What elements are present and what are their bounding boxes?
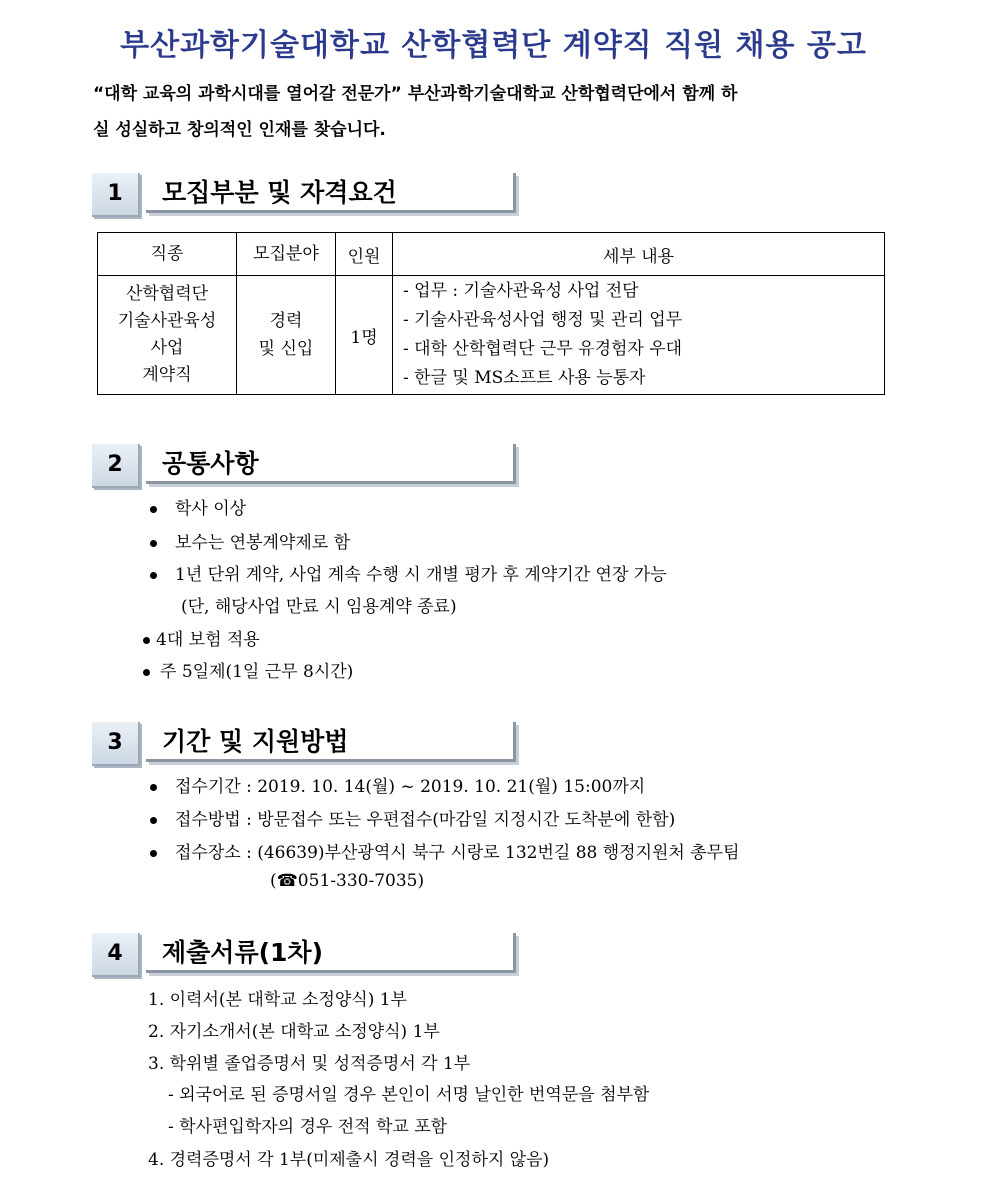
bullet-icon	[143, 669, 150, 676]
bullet-icon	[143, 637, 150, 644]
list-item-text: 학사 이상	[175, 499, 247, 519]
section-number: 3	[92, 722, 140, 766]
section-title: 모집부분 및 자격요건	[146, 173, 516, 213]
list-item	[150, 772, 645, 797]
section-2-header	[92, 444, 522, 490]
list-item	[150, 560, 667, 585]
bullet-icon	[150, 784, 157, 791]
list-item: 2. 자기소개서(본 대학교 소정양식) 1부	[148, 1022, 440, 1042]
table-row	[98, 276, 885, 395]
bullet-icon	[150, 850, 157, 857]
field-cell	[237, 276, 336, 395]
list-item-text: 보수는 연봉계약제로 함	[175, 533, 351, 553]
section-number: 4	[92, 933, 140, 977]
detail-line: - 대학 산학협력단 근무 유경험자 우대	[403, 339, 683, 359]
list-item-sub: - 외국어로 된 증명서일 경우 본인이 서명 날인한 번역문을 첨부함	[168, 1085, 650, 1105]
intro-text	[93, 76, 893, 148]
bullet-icon	[150, 540, 157, 547]
job-line: 계약직	[142, 365, 192, 385]
list-item	[143, 625, 260, 650]
list-item-text: 주 5일제(1일 근무 8시간)	[160, 662, 354, 682]
intro-line-2: 실 성실하고 창의적인 인재를 찾습니다.	[93, 120, 386, 140]
intro-line-1: “대학 교육의 과학시대를 열어갈 전문가” 부산과학기술대학교 산학협력단에서 함께 하	[93, 84, 738, 104]
details-cell	[393, 276, 885, 395]
job-line: 산학협력단	[125, 284, 209, 304]
section-title: 기간 및 지원방법	[146, 722, 516, 762]
list-item	[150, 805, 675, 830]
count-cell: 1명	[336, 276, 393, 395]
list-item-text: 접수방법 : 방문접수 또는 우편접수(마감일 지정시간 도착분에 한함)	[175, 810, 676, 830]
field-line: 경력	[269, 311, 303, 331]
bullet-icon	[150, 572, 157, 579]
list-item	[150, 528, 350, 553]
table-header: 직종	[98, 233, 237, 276]
section-title: 공통사항	[146, 444, 516, 484]
section-number: 2	[92, 444, 140, 488]
list-item: 1. 이력서(본 대학교 소정양식) 1부	[148, 990, 407, 1010]
section-title: 제출서류(1차)	[146, 933, 516, 973]
table-header: 인원	[336, 233, 393, 276]
bullet-icon	[150, 506, 157, 513]
list-item	[143, 657, 353, 682]
list-item-text: 4대 보험 적용	[156, 630, 260, 650]
list-item-text: 1년 단위 계약, 사업 계속 수행 시 개별 평가 후 계약기간 연장 가능	[175, 565, 667, 585]
list-item	[150, 494, 246, 519]
detail-line: - 업무 : 기술사관육성 사업 전담	[403, 281, 639, 301]
job-line: 기술사관육성	[117, 311, 217, 331]
section-3-header	[92, 722, 522, 768]
list-item-sub: - 학사편입학자의 경우 전적 학교 포함	[168, 1117, 448, 1137]
phone-number: (☎051-330-7035)	[270, 871, 425, 891]
list-item: 3. 학위별 졸업증명서 및 성적증명서 각 1부	[148, 1054, 471, 1074]
recruitment-table	[97, 232, 885, 395]
section-4-header	[92, 933, 522, 979]
list-item-continuation: (단, 해당사업 만료 시 임용계약 종료)	[181, 597, 457, 617]
table-header-row	[98, 233, 885, 276]
list-item-text: 접수장소 : (46639)부산광역시 북구 시랑로 132번길 88 행정지원처 총무팀	[175, 843, 740, 863]
job-line: 사업	[150, 338, 184, 358]
job-cell	[98, 276, 237, 395]
list-item: 4. 경력증명서 각 1부(미제출시 경력을 인정하지 않음)	[148, 1150, 550, 1170]
list-item	[150, 838, 740, 863]
list-item-text: 접수기간 : 2019. 10. 14(월) ~ 2019. 10. 21(월) 15:00까지	[175, 777, 646, 797]
section-1-header	[92, 173, 522, 219]
detail-line: - 기술사관육성사업 행정 및 관리 업무	[403, 310, 683, 330]
table-header: 세부 내용	[393, 233, 885, 276]
page-title: 부산과학기술대학교 산학협력단 계약직 직원 채용 공고	[120, 28, 867, 63]
section-number: 1	[92, 173, 140, 217]
table-header: 모집분야	[237, 233, 336, 276]
field-line: 및 신입	[258, 339, 314, 359]
detail-line: - 한글 및 MS소프트 사용 능통자	[403, 368, 646, 388]
bullet-icon	[150, 817, 157, 824]
